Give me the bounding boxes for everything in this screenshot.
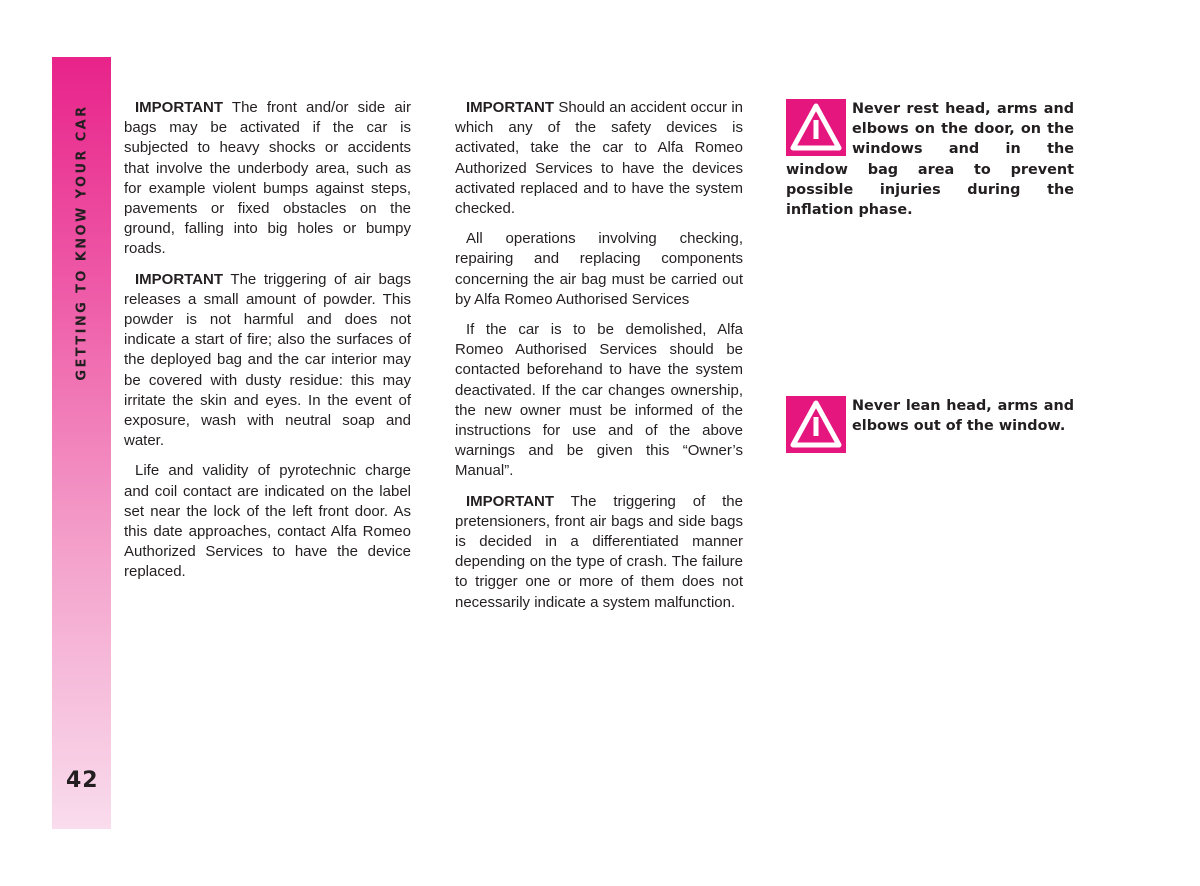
paragraph: All operations involving checking, repairing and replacing components concerning the air bag must be carried out by Alfa Romeo Authorised Services [455, 230, 743, 308]
important-label: IMPORTANT [466, 492, 555, 510]
paragraph: Life and validity of pyrotechnic charge and coil contact are indicated on the label set near the lock of the left front door. As this date approaches, contact Alfa Romeo Authorized Services to have the device replaced. [124, 462, 411, 581]
paragraph [455, 98, 743, 219]
important-label: IMPORTANT [466, 99, 555, 116]
paragraph-text: The triggering of the pretensioners, front air bags and side bags is decided in a differentiated manner depending on the type of crash. The failure to trigger one or more of them does not necessarily indicate a system malfunction. [455, 492, 743, 611]
paragraph-text: The front and/or side air bags may be activated if the car is subjected to heavy shocks or accidents that involve the underbody area, such as for example violent bumps against steps, pavements or fixed obstacles on the ground, falling into big holes or bumpy roads. [124, 99, 411, 258]
paragraph: If the car is to be demolished, Alfa Romeo Authorised Services should be contacted beforehand to have the system deactivated. If the car changes ownership, the new owner must be informed of the instructions for use and of the above warnings and be given this “Owner’s Manual”. [455, 321, 743, 480]
warning-triangle-icon [786, 396, 846, 453]
warning-triangle-icon [786, 99, 846, 156]
page-number: 42 [66, 768, 99, 793]
important-label: IMPORTANT [135, 270, 224, 288]
text-column-left [124, 98, 411, 593]
paragraph-text: Should an accident occur in which any of the safety devices is activated, take the car to Alfa Romeo Authorized Services to have the devices activated replaced and to have the system checked. [455, 99, 743, 218]
warning-text: Never rest head, arms and elbows on the door, on the windows and in the window bag area to prevent possible injuries during the inflation phase. [786, 101, 1074, 219]
warning-text: Never lean head, arms and elbows out of the window. [852, 398, 1074, 435]
paragraph [124, 98, 411, 260]
paragraph-text: The triggering of air bags releases a small amount of powder. This powder is not harmful and does not indicate a start of fire; also the surfaces of the deployed bag and the car interior may be covered with dusty residue: this may irritate the skin and eyes. In the event of exposure, wash with neutral soap and water. [124, 270, 411, 450]
paragraph [455, 492, 743, 613]
warning-box [786, 396, 1074, 455]
chapter-title [60, 96, 104, 388]
paragraph [124, 270, 411, 452]
important-label: IMPORTANT [135, 99, 224, 116]
warning-box [786, 99, 1074, 220]
text-column-middle [455, 98, 743, 623]
chapter-title-text: GETTING TO KNOW YOUR CAR [74, 103, 90, 381]
